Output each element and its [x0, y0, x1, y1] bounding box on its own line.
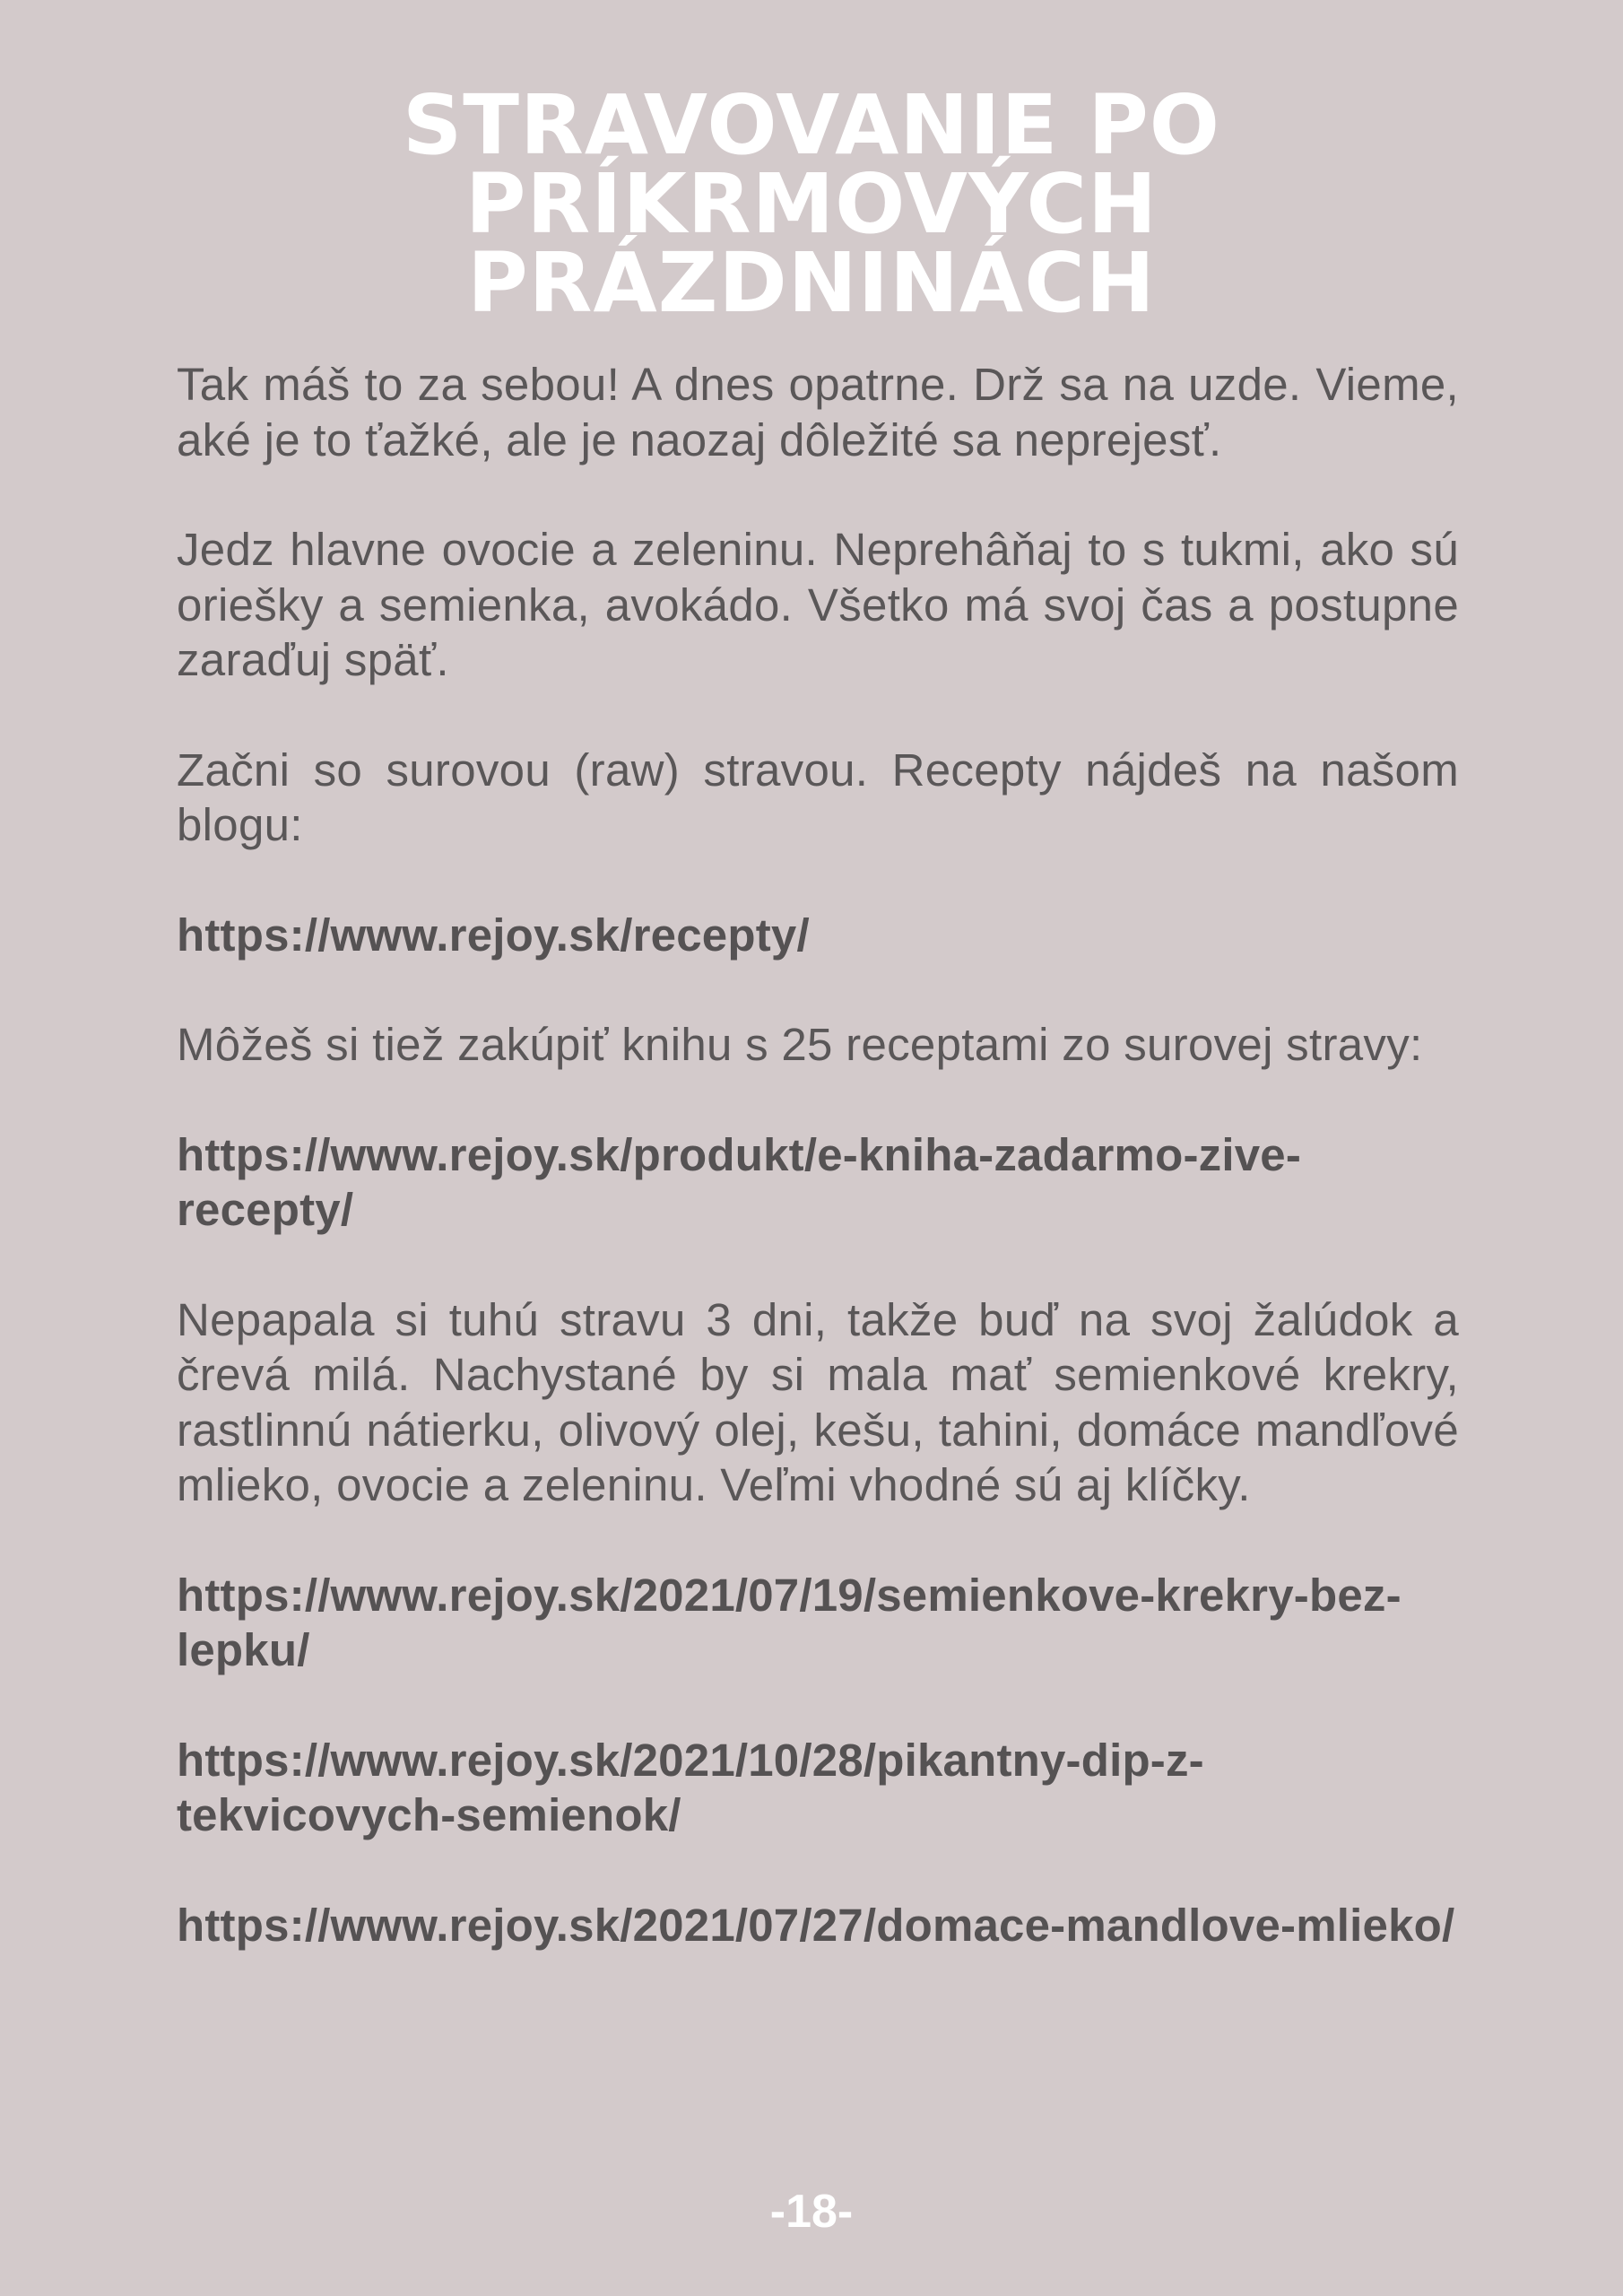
page-title — [0, 77, 1623, 331]
page-title-line-2: PRÍKRMOVÝCH — [465, 156, 1158, 252]
page-title-line-3: PRÁZDNINÁCH — [467, 235, 1156, 331]
ebook-link[interactable]: https://www.rejoy.sk/produkt/e-kniha-zadarmo-zive-recepty/ — [177, 1128, 1302, 1235]
raw-food-paragraph: Začni so surovou (raw) stravou. Recepty nájdeš na našom blogu: — [177, 744, 1459, 850]
page-content — [177, 357, 1459, 1952]
pantry-paragraph: Nepapala si tuhú stravu 3 dni, takže buď na svoj žalúdok a črevá milá. Nachystané by si mala mať semienkové krekry, rastlinnú nátierku, olivový olej, kešu, tahini, domáce mandľové mlieko, ovocie a zeleninu. Veľmi vhodné sú aj klíčky. — [177, 1293, 1459, 1510]
fruit-vegetables-paragraph: Jedz hlavne ovocie a zeleninu. Neprehâňaj to s tukmi, ako sú oriešky a semienka, avokádo. Všetko má svoj čas a postupne zaraďuj späť. — [177, 524, 1459, 685]
dip-recipe-link[interactable]: https://www.rejoy.sk/2021/10/28/pikantny-dip-z-tekvicovych-semienok/ — [177, 1734, 1204, 1840]
page-number: -18- — [769, 2186, 854, 2238]
recipes-link[interactable]: https://www.rejoy.sk/recepty/ — [177, 909, 810, 961]
crackers-recipe-link[interactable]: https://www.rejoy.sk/2021/07/19/semienkove-krekry-bez-lepku/ — [177, 1569, 1402, 1675]
page-title-line-1: STRAVOVANIE PO — [402, 77, 1221, 173]
book-paragraph: Môžeš si tiež zakúpiť knihu s 25 receptami zo surovej stravy: — [177, 1019, 1423, 1070]
intro-paragraph: Tak máš to za sebou! A dnes opatrne. Drž sa na uzde. Vieme, aké je to ťažké, ale je naozaj dôležité sa neprejesť. — [177, 359, 1459, 465]
almond-milk-recipe-link[interactable]: https://www.rejoy.sk/2021/07/27/domace-mandlove-mlieko/ — [177, 1899, 1455, 1951]
